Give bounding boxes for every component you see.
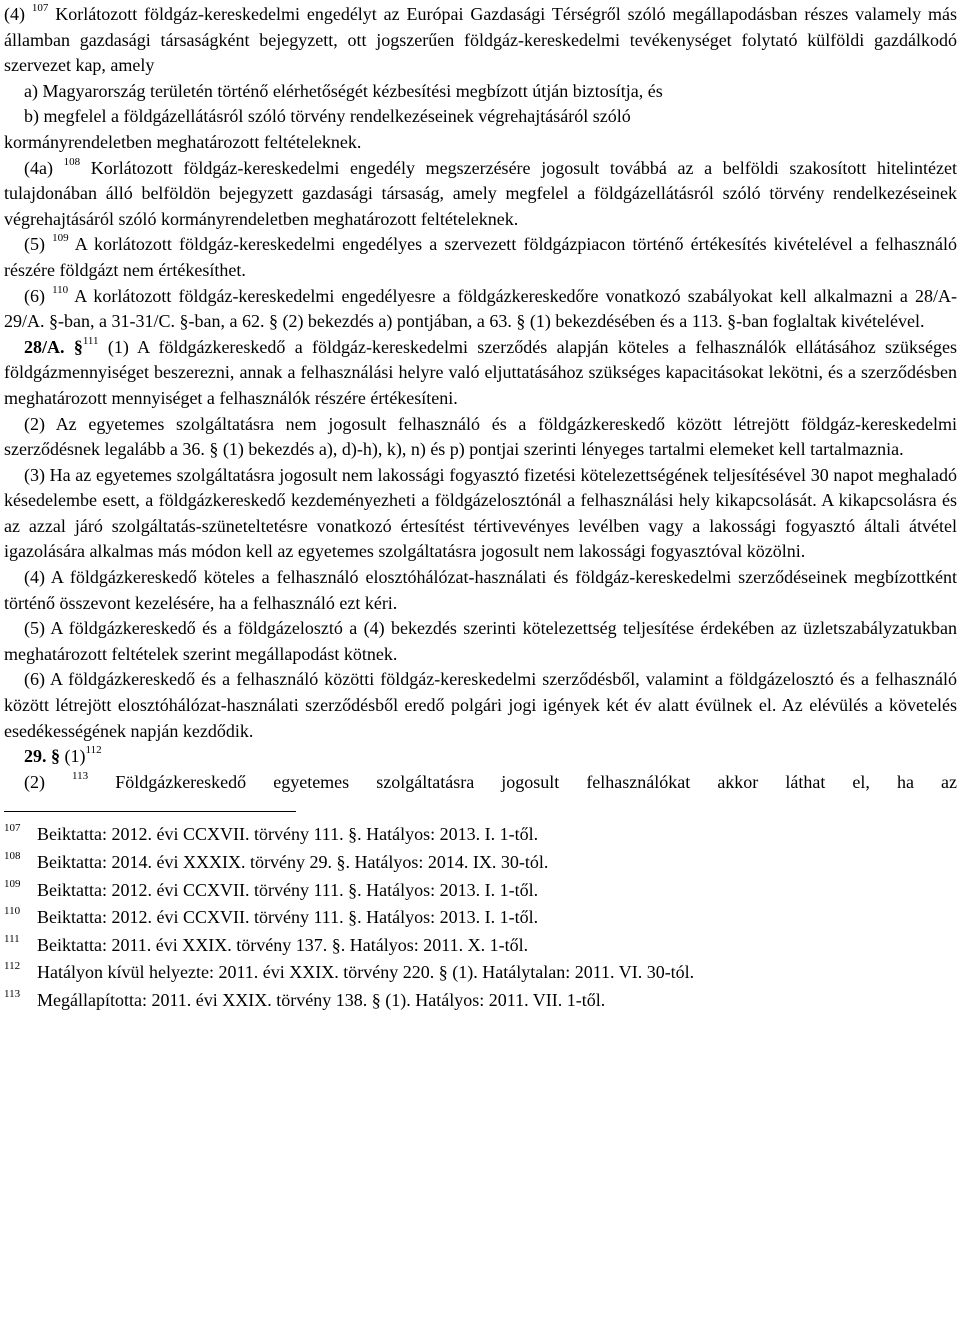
paragraph [4,463,957,565]
paragraph-text: Korlátozott földgáz-kereskedelmi engedélyt az Európai Gazdasági Térségről szóló megállapodásban részes valamely más államban gazdasági társaságként bejegyzett, ott jogszerűen földgáz-kereskedelmi tevékenységet folytató külföldi gazdálkodó szervezet kap, amely [4,4,957,76]
footnote-item: $^{112}$ Hatályon kívül helyezte: 2011. évi XXIX. törvény 220. § (1). Hatálytalan: 2011. VI. 30-tól. [4,960,695,983]
paragraph-text: a) Magyarország területén történő elérhetőségét kézbesítési megbízott útján biztosítja, és [24,80,663,101]
section-number: 28/A. § [24,336,83,357]
footnote-reference[interactable]: 107 [31,2,49,14]
paragraph-text: (4a) [24,157,64,178]
footnote-item: $^{113}$ Megállapította: 2011. évi XXIX. törvény 138. § (1). Hatályos: 2011. VII. 1-től. [4,987,606,1010]
paragraph-text: (6) A földgázkereskedő és a felhasználó közötti földgáz-kereskedelmi szerződésből, valamint a földgázelosztó és a felhasználó között létrejött elosztóhálózat-használati szerződésből eredő polgári jogi igények két év alatt évülnek el. Az elévülés a követelés esedékességének napján kezdődik. [4,669,957,741]
paragraph-text: (6) [24,285,53,306]
document-page [4,2,957,1015]
paragraph-text: A korlátozott földgáz-kereskedelmi engedélyesre a földgázkereskedőre vonatkozó szabályokat kell alkalmazni a 28/A-29/A. §-ban, a 31-31/C. §-ban, a 62. § (2) bekezdés a) pontjában, a 63. § (1) bekezdésében és a 113. §-ban foglaltak kivételével. [4,285,957,332]
paragraph [4,412,957,463]
paragraph [4,232,957,283]
paragraph [4,130,957,156]
footnote-item: $^{109}$ Beiktatta: 2012. évi CCXVII. törvény 111. §. Hatályos: 2013. I. 1-től. [4,877,539,900]
paragraph-text: b) megfelel a földgázellátásról szóló törvény rendelkezéseinek végrehajtásáról szóló [24,106,631,127]
paragraph [4,667,957,744]
footnote-text: Beiktatta: 2011. évi XXIX. törvény 137. §. Hatályos: 2011. X. 1-től. [37,934,529,955]
paragraph [4,104,957,130]
footnote-item: $^{107}$ Beiktatta: 2012. évi CCXVII. törvény 111. §. Hatályos: 2013. I. 1-től. [4,822,539,845]
section-number: 29. § [24,746,60,767]
paragraph [4,770,957,796]
paragraph [4,79,957,105]
footnote-reference[interactable]: 109 [52,232,69,245]
paragraph-text: kormányrendeletben meghatározott feltételeknek. [4,131,362,152]
footnote-text: Beiktatta: 2014. évi XXXIX. törvény 29. §. Hatályos: 2014. IX. 30-tól. [37,852,549,872]
paragraph-text: Földgázkereskedő egyetemes szolgáltatásra jogosult felhasználókat akkor láthat el, ha az [88,771,957,792]
body-text [4,2,957,795]
paragraph-text: (4) [4,4,32,24]
paragraph-text: Korlátozott földgáz-kereskedelmi engedély megszerzésére jogosult továbbá az a belföldi szakosított hitelintézet tulajdonában álló belföldön bejegyzett gazdasági társaság, amely megfelel a földgázellátásról szóló törvény rendelkezéseinek végrehajtásáról szóló kormányrendeletben meghatározott feltételeknek. [4,157,957,229]
footnote-reference[interactable]: 113 [72,769,89,782]
footnote-item: $^{108}$ Beiktatta: 2014. évi XXXIX. törvény 29. §. Hatályos: 2014. IX. 30-tól. [4,850,549,872]
footnote-reference[interactable]: 111 [82,334,99,347]
paragraph [4,616,957,667]
footnote-text: Beiktatta: 2012. évi CCXVII. törvény 111. §. Hatályos: 2013. I. 1-től. [37,824,539,845]
paragraph-text: (4) A földgázkereskedő köteles a felhasználó elosztóhálózat-használati és földgáz-kereskedelmi szerződéseinek megbízottként történő összevont kezelésére, ha a felhasználó ezt kéri. [4,567,957,613]
paragraph-text: (2) [24,771,73,792]
paragraph [4,2,957,79]
paragraph [4,744,957,770]
paragraph-text: (1) A földgázkereskedő a földgáz-kereskedelmi szerződés alapján köteles a felhasználók ellátásához szükséges földgázmennyiséget beszerezni, annak a felhasználási helyre való eljuttatásához szükséges kapacitásokat lekötni, és a szerződésben meghatározott mennyiséget a felhasználók részére értékesíteni. [4,336,957,408]
footnote-item: $^{110}$ Beiktatta: 2012. évi CCXVII. törvény 111. §. Hatályos: 2013. I. 1-től. [4,905,539,928]
footnotes [4,821,957,1014]
paragraph-text: (1) [60,746,86,767]
paragraph-text: (5) A földgázkereskedő és a földgázelosztó a (4) bekezdés szerinti kötelezettség teljesítése érdekében az üzletszabályzatukban meghatározott feltételek szerint megállapodást kötnek. [4,618,957,664]
footnote-reference[interactable]: 112 [85,744,102,757]
paragraph [4,156,957,233]
footnote-text: Beiktatta: 2012. évi CCXVII. törvény 111. §. Hatályos: 2013. I. 1-től. [37,879,539,900]
footnote-reference[interactable]: 110 [52,283,69,296]
paragraph-text: A korlátozott földgáz-kereskedelmi engedélyes a szervezett földgázpiacon történő értékesítés kivételével a felhasználó részére földgázt nem értékesíthet. [4,234,957,280]
footnote-reference[interactable]: 108 [63,155,81,168]
footnote-text: Hatályon kívül helyezte: 2011. évi XXIX. törvény 220. § (1). Hatálytalan: 2011. VI. 30-tól. [37,962,695,983]
footnote-separator [4,811,296,812]
paragraph [4,284,957,335]
footnote-text: Beiktatta: 2012. évi CCXVII. törvény 111. §. Hatályos: 2013. I. 1-től. [37,907,539,928]
paragraph-text: (3) Ha az egyetemes szolgáltatásra jogosult nem lakossági fogyasztó fizetési kötelezettségének teljesítésével 30 napot meghaladó késedelembe esett, a földgázkereskedő kezdeményezheti a földgázelosztónál a felhasználási hely kikapcsolását. A kikapcsolásra és az azzal járó szolgáltatás-szüneteltetésre vonatkozó értesítést tértivevényes levélben vagy a lakossági fogyasztó általi átvétel igazolására alkalmas más módon kell az egyetemes szolgáltatásra jogosult nem lakossági fogyasztóval közölni. [4,464,957,562]
footnote-item: $^{111}$ Beiktatta: 2011. évi XXIX. törvény 137. §. Hatályos: 2011. X. 1-től. [4,932,529,955]
paragraph [4,565,957,616]
paragraph-text: (5) [24,234,53,255]
paragraph-text: (2) Az egyetemes szolgáltatásra nem jogosult felhasználó és a földgázkereskedő között létrejött földgáz-kereskedelmi szerződésnek legalább a 36. § (1) bekezdés a), d)-h), k), n) és p) pontjai szerinti lényeges tartalmi elemeket kell tartalmaznia. [4,413,957,460]
paragraph [4,335,957,412]
footnote-text: Megállapította: 2011. évi XXIX. törvény 138. § (1). Hatályos: 2011. VII. 1-től. [37,989,606,1010]
